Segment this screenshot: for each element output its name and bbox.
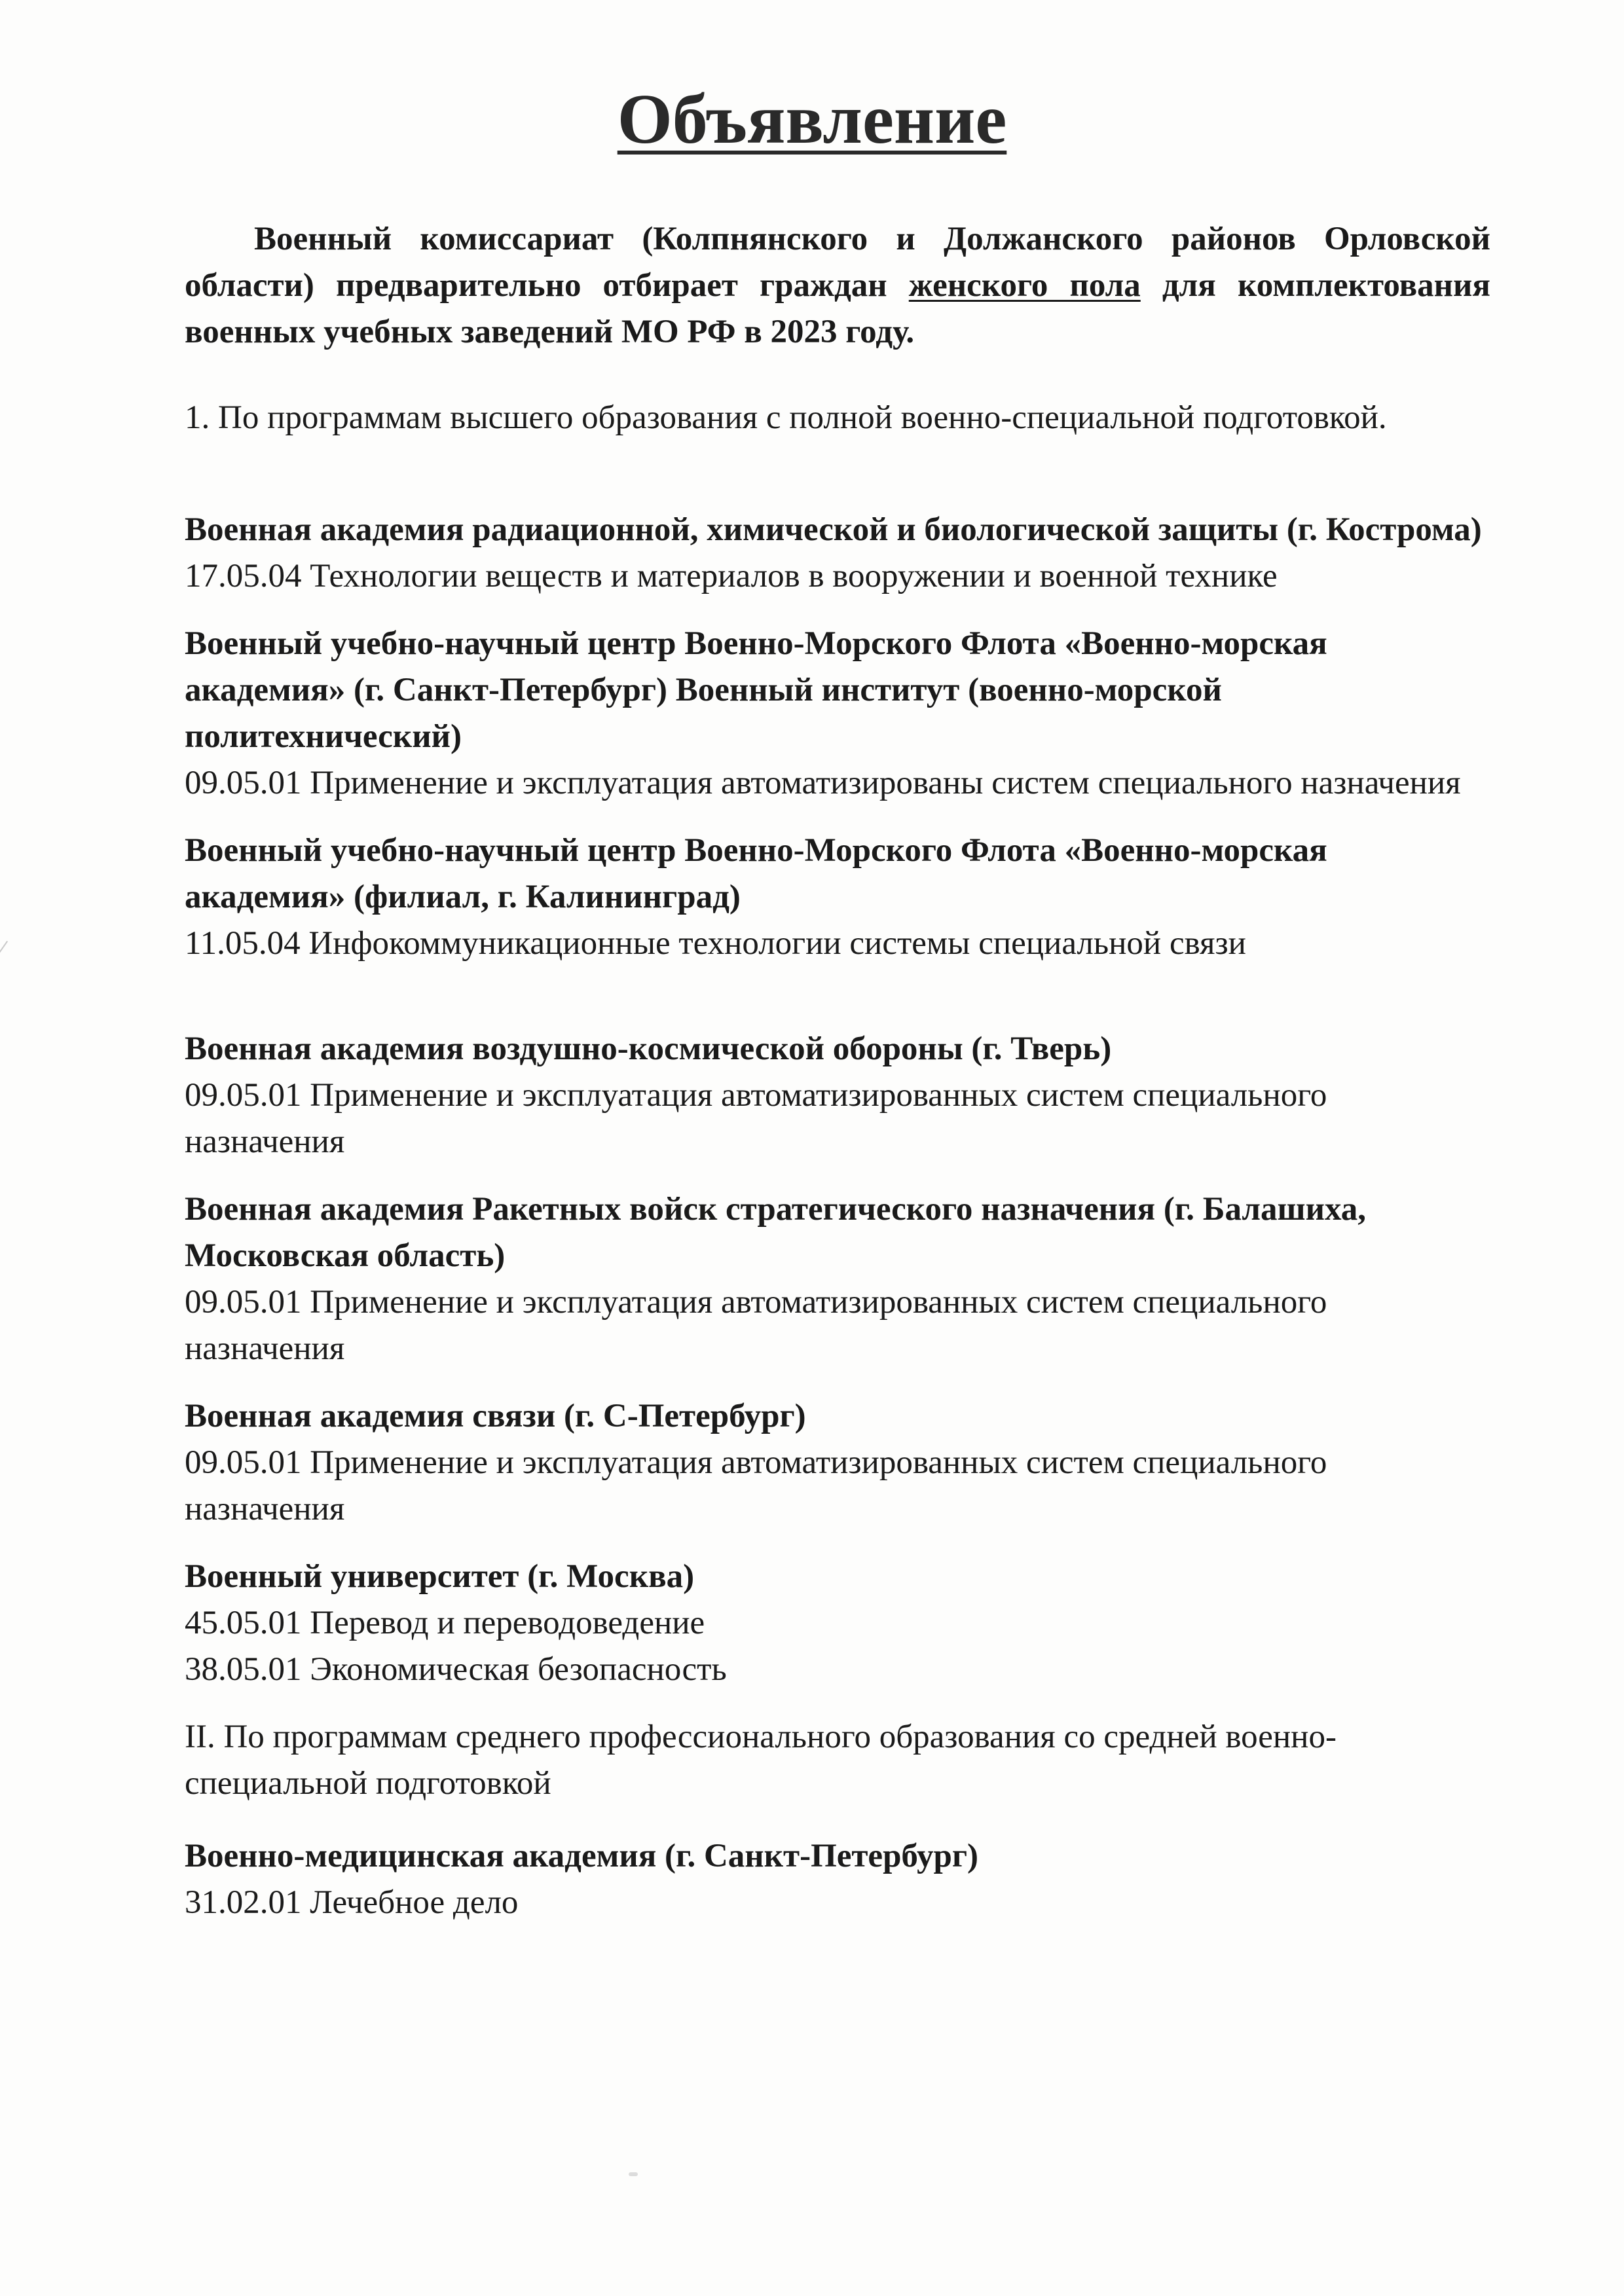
section-1-heading: 1. По программам высшего образования с полной военно-специальной подготовкой. bbox=[185, 399, 1387, 436]
intro-text-underlined: женского пола bbox=[908, 267, 1141, 304]
section-2-heading: II. По программам среднего профессионального образования со средней военно-специальной подготовкой bbox=[185, 1719, 1337, 1802]
institution-name: Военная академия Ракетных войск стратегического назначения (г. Балашиха, Московская область) bbox=[185, 1191, 1367, 1274]
institution-name: Военная академия воздушно-космической обороны (г. Тверь) bbox=[185, 1030, 1112, 1067]
institution-name: Военно-медицинская академия (г. Санкт-Петербург) bbox=[185, 1838, 978, 1874]
institution-name: Военный учебно-научный центр Военно-Морского Флота «Военно-морская академия» (филиал, г. Калининград) bbox=[185, 832, 1327, 915]
program-line: 38.05.01 Экономическая безопасность bbox=[185, 1651, 727, 1688]
intro-paragraph bbox=[185, 216, 1490, 355]
document-title bbox=[0, 77, 1624, 162]
institution-block bbox=[185, 1393, 1490, 1533]
program-line: 11.05.04 Инфокоммуникационные технологии системы специальной связи bbox=[185, 925, 1246, 962]
program-line: 17.05.04 Технологии веществ и материалов в вооружении и военной технике bbox=[185, 558, 1278, 594]
institution-name: Военная академия связи (г. С-Петербург) bbox=[185, 1398, 806, 1434]
institution-name: Военный учебно-научный центр Военно-Морского Флота «Военно-морская академия» (г. Санкт-Петербург) Военный институт (военно-морской политехнический) bbox=[185, 625, 1327, 755]
institution-block bbox=[185, 621, 1490, 807]
document-body bbox=[185, 216, 1490, 1947]
scan-mark bbox=[0, 941, 18, 964]
program-line: 09.05.01 Применение и эксплуатация автоматизированных систем специального назначения bbox=[185, 1077, 1327, 1160]
intro-text-after: для комплектования военных учебных заведений МО РФ в 2023 году. bbox=[185, 267, 1491, 350]
institution-block bbox=[185, 828, 1490, 967]
program-line: 09.05.01 Применение и эксплуатация автоматизированных систем специального назначения bbox=[185, 1444, 1327, 1527]
program-line: 31.02.01 Лечебное дело bbox=[185, 1884, 519, 1921]
institution-name: Военная академия радиационной, химической и биологической защиты (г. Кострома) bbox=[185, 511, 1482, 548]
institution-block bbox=[185, 507, 1490, 600]
scan-speck bbox=[629, 2172, 638, 2176]
institution-block bbox=[185, 1026, 1490, 1165]
institution-name: Военный университет (г. Москва) bbox=[185, 1558, 695, 1595]
institution-block bbox=[185, 1186, 1490, 1372]
program-line: 45.05.01 Перевод и переводоведение bbox=[185, 1605, 705, 1641]
program-line: 09.05.01 Применение и эксплуатация автоматизированы систем специального назначения bbox=[185, 765, 1461, 801]
institution-block bbox=[185, 1833, 1490, 1926]
institution-block bbox=[185, 1554, 1490, 1693]
intro-text-before: Военный комиссариат (Колпнянского и Должанского районов Орловской области) предварительно отбирает граждан bbox=[185, 221, 1490, 304]
program-line: 09.05.01 Применение и эксплуатация автоматизированных систем специального назначения bbox=[185, 1284, 1327, 1367]
document-title-text: Объявление bbox=[617, 81, 1007, 158]
